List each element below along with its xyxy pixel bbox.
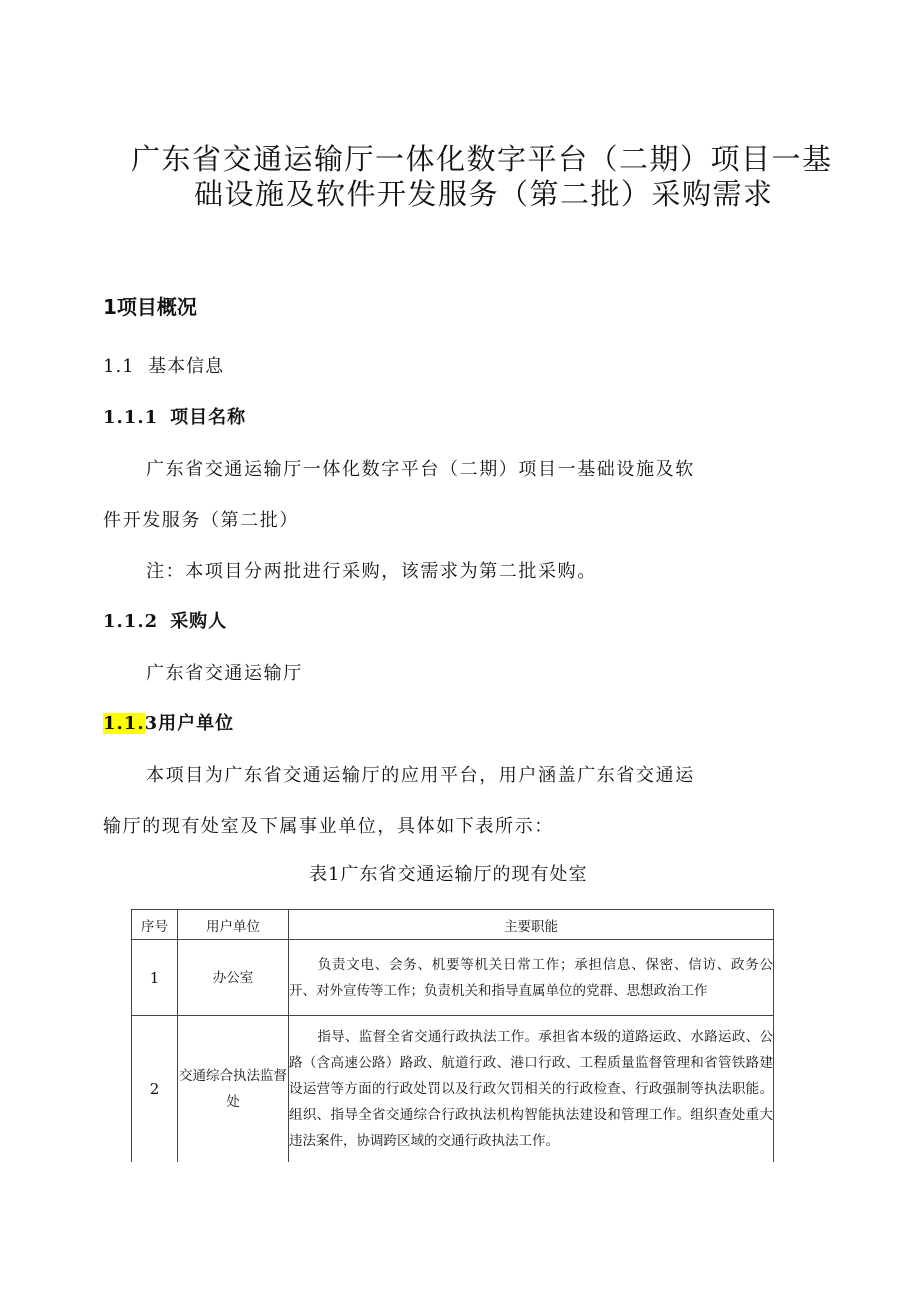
- purchaser-name: 广东省交通运输厅: [146, 663, 303, 684]
- document-title-line-1: 广东省交通运输厅一体化数字平台（二期）项目一基: [131, 142, 833, 176]
- section-number: 1.1.2: [103, 611, 159, 632]
- section-heading-1-1-2: [103, 607, 227, 633]
- table-caption: 表1广东省交通运输厅的现有处室: [309, 864, 588, 885]
- section-title: 项目名称: [170, 407, 247, 428]
- section-number: 1.1: [103, 356, 135, 377]
- row-unit: 交通综合执法监督处: [178, 1016, 289, 1162]
- section-title: 采购人: [170, 611, 228, 632]
- section-number: 1.1.1: [103, 407, 159, 428]
- section-heading-1-1-1: [103, 403, 246, 429]
- procurement-note: 注：本项目分两批进行采购，该需求为第二批采购。: [146, 561, 597, 582]
- table-row: [132, 940, 774, 1016]
- row-duty: [289, 1016, 774, 1162]
- user-units-line-1: 本项目为广东省交通运输厅的应用平台，用户涵盖广东省交通运: [146, 765, 695, 786]
- section-heading-1-1-3: [103, 709, 234, 735]
- table-row: [132, 1016, 774, 1162]
- row-duty-text: 指导、监督全省交通行政执法工作。承担省本级的道路运政、水路运政、公路（含高速公路）路政、航道行政、港口行政、工程质量监督管理和省管铁路建设运营等方面的行政处罚以及行政欠罚相关的行政检查、行政强制等执法职能。组织、指导全省交通综合行政执法机构智能执法建设和管理工作。组织查处重大违法案件，协调跨区域的交通行政执法工作。: [289, 1028, 773, 1149]
- row-unit: 办公室: [178, 940, 289, 1016]
- user-units-line-2: 输厅的现有处室及下属事业单位，具体如下表所示：: [103, 816, 554, 837]
- section-title: 基本信息: [148, 356, 225, 377]
- highlighted-section-number: 1.1.: [103, 713, 145, 734]
- section-heading-1: 1项目概况: [103, 295, 197, 319]
- header-duty: 主要职能: [289, 910, 774, 940]
- header-unit: 用户单位: [178, 910, 289, 940]
- row-duty: [289, 940, 774, 1016]
- departments-table: [131, 909, 774, 1162]
- project-name-line-1: 广东省交通运输厅一体化数字平台（二期）项目一基础设施及软: [146, 459, 695, 480]
- project-name-line-2: 件开发服务（第二批）: [103, 510, 299, 531]
- section-number-rest: 3: [144, 713, 159, 734]
- section-heading-1-1: [103, 352, 224, 378]
- document-title-line-2: 础设施及软件开发服务（第二批）采购需求: [194, 177, 774, 211]
- row-number: 1: [132, 940, 178, 1016]
- row-duty-text: 负责文电、会务、机要等机关日常工作；承担信息、保密、信访、政务公开、对外宣传等工作；负责机关和指导直属单位的党群、思想政治工作: [289, 956, 773, 999]
- table-header-row: [132, 910, 774, 940]
- row-number: 2: [132, 1016, 178, 1162]
- header-no: 序号: [132, 910, 178, 940]
- section-title: 用户单位: [158, 713, 235, 734]
